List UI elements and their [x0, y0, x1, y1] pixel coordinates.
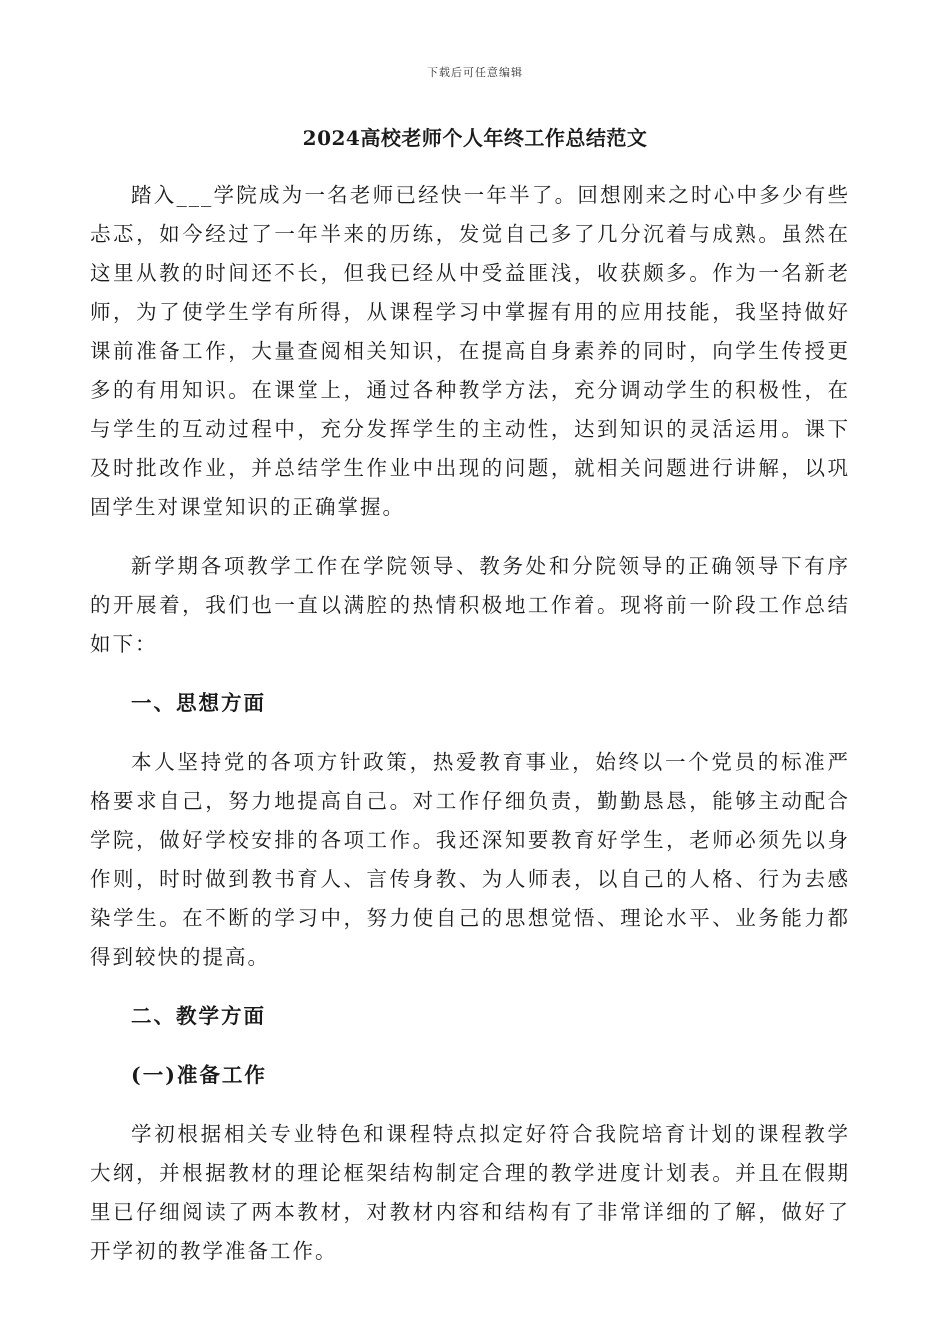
document-body — [90, 176, 850, 1291]
document-title: 2024高校老师个人年终工作总结范文 — [302, 126, 648, 150]
paragraph-preparation: 学初根据相关专业特色和课程特点拟定好符合我院培育计划的课程教学大纲，并根据教材的理论框架结构制定合理的教学进度计划表。并且在假期里已仔细阅读了两本教材，对教材内容和结构有了非常详细的了解，做好了开学初的教学准备工作。 — [90, 1122, 850, 1263]
paragraph-intro: 踏入___学院成为一名老师已经快一年半了。回想刚来之时心中多少有些忐忑，如今经过了一年半来的历练，发觉自己多了几分沉着与成熟。虽然在这里从教的时间还不长，但我已经从中受益匪浅，收获颇多。作为一名新老师，为了使学生学有所得，从课程学习中掌握有用的应用技能，我坚持做好课前准备工作，大量查阅相关知识，在提高自身素养的同时，向学生传授更多的有用知识。在课堂上，通过各种教学方法，充分调动学生的积极性，在与学生的互动过程中，充分发挥学生的主动性，达到知识的灵活运用。课下及时批改作业，并总结学生作业中出现的问题，就相关问题进行讲解，以巩固学生对课堂知识的正确掌握。 — [90, 183, 850, 519]
header-note: 下载后可任意编辑 — [427, 66, 523, 79]
subsection-heading-preparation: (一)准备工作 — [131, 1063, 267, 1087]
section-heading-ideology: 一、思想方面 — [131, 691, 266, 715]
paragraph-ideology: 本人坚持党的各项方针政策，热爱教育事业，始终以一个党员的标准严格要求自己，努力地提高自己。对工作仔细负责，勤勤恳恳，能够主动配合学院，做好学校安排的各项工作。我还深知要教育好学生，老师必须先以身作则，时时做到教书育人、言传身教、为人师表，以自己的人格、行为去感染学生。在不断的学习中，努力使自己的思想觉悟、理论水平、业务能力都得到较快的提高。 — [90, 750, 850, 969]
section-heading-teaching: 二、教学方面 — [131, 1004, 266, 1028]
paragraph-overview: 新学期各项教学工作在学院领导、教务处和分院领导的正确领导下有序的开展着，我们也一直以满腔的热情积极地工作着。现将前一阶段工作总结如下： — [90, 554, 850, 656]
